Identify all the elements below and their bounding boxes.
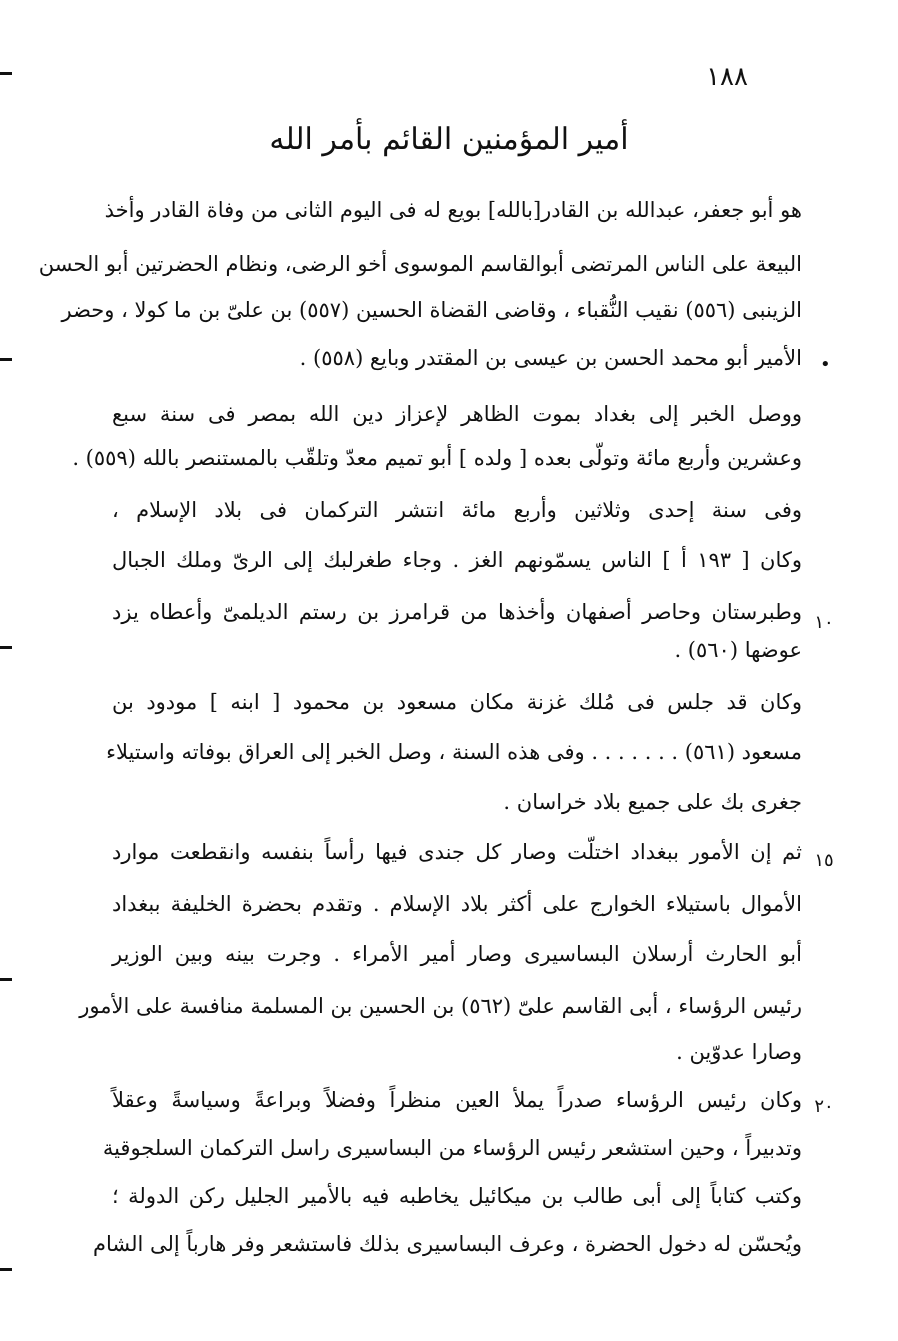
text-line: وفى سنة إحدى وثلاثين وأربع مائة انتشر التركمان فى بلاد الإسلام ،: [112, 498, 802, 522]
text-line: وكان [ ١٩٣ أ ] الناس يسمّونهم الغز . وجاء طغرلبك إلى الرىّ وملك الجبال: [112, 548, 802, 572]
text-line: أبو الحارث أرسلان البساسيرى وصار أمير الأمراء . وجرت بينه وبين الوزير: [112, 942, 802, 966]
text-line: رئيس الرؤساء ، أبى القاسم علىّ (٥٦٢) بن الحسين بن المسلمة منافسة على الأمور: [79, 994, 802, 1018]
line-number-15: ١٥: [814, 850, 834, 871]
line-number-10: ١٠: [814, 612, 834, 633]
margin-bullet: •: [820, 354, 831, 375]
text-line: وكتب كتاباً إلى أبى طالب بن ميكائيل يخاطبه فيه بالأمير الجليل ركن الدولة ؛: [112, 1184, 802, 1208]
scan-edge-mark: [0, 72, 12, 75]
text-line: ثم إن الأمور ببغداد اختلّت وصار كل جندى فيها رأساً بنفسه وانقطعت موارد: [112, 840, 802, 864]
text-line: الزينبى (٥٥٦) نقيب النُّقباء ، وقاضى القضاة الحسين (٥٥٧) بن علىّ بن ما كولا ، وحضر: [61, 298, 802, 322]
text-line: وكان رئيس الرؤساء صدراً يملأ العين منظراً وفضلاً وبراعةً وسياسةً وعقلاً: [112, 1088, 802, 1112]
text-line: هو أبو جعفر، عبدالله بن القادر[بالله] بويع له فى اليوم الثانى من وفاة القادر وأخذ: [104, 198, 802, 222]
text-line: وصارا عدوّين .: [676, 1040, 802, 1064]
text-line: جغرى بك على جميع بلاد خراسان .: [503, 790, 802, 814]
line-number-20: ٢٠: [814, 1096, 834, 1117]
scan-edge-mark: [0, 646, 12, 649]
text-line: ويُحسّن له دخول الحضرة ، وعرف البساسيرى بذلك فاستشعر وفر هارباً إلى الشام: [92, 1232, 802, 1256]
scan-edge-mark: [0, 978, 12, 981]
text-line: الأموال باستيلاء الخوارج على أكثر بلاد الإسلام . وتقدم بحضرة الخليفة ببغداد: [112, 892, 802, 916]
scan-edge-mark: [0, 1268, 12, 1271]
page-number: ١٨٨: [706, 62, 748, 92]
text-line: وكان قد جلس فى مُلك غزنة مكان مسعود بن محمود [ ابنه ] مودود بن: [112, 690, 802, 714]
text-line: البيعة على الناس المرتضى أبوالقاسم الموسوى أخو الرضى، ونظام الحضرتين أبو الحسن: [38, 252, 802, 276]
text-line: عوضها (٥٦٠) .: [674, 638, 802, 662]
text-line: ووصل الخبر إلى بغداد بموت الظاهر لإعزاز دين الله بمصر فى سنة سبع: [112, 402, 802, 426]
text-line: الأمير أبو محمد الحسن بن عيسى بن المقتدر وبايع (٥٥٨) .: [299, 346, 802, 370]
page-title: أمير المؤمنين القائم بأمر الله: [269, 122, 629, 157]
text-line: وعشرين وأربع مائة وتولّى بعده [ ولده ] أبو تميم معدّ وتلقّب بالمستنصر بالله (٥٥٩) .: [72, 446, 802, 470]
text-line: وطبرستان وحاصر أصفهان وأخذها من قرامرز بن رستم الديلمىّ وأعطاه يزد: [112, 600, 802, 624]
text-line: وتدبيراً ، وحين استشعر رئيس الرؤساء من البساسيرى راسل التركمان السلجوقية: [102, 1136, 802, 1160]
scan-edge-mark: [0, 358, 12, 361]
text-line: مسعود (٥٦١) . . . . . . . وفى هذه السنة ، وصل الخبر إلى العراق بوفاته واستيلاء: [106, 740, 802, 764]
